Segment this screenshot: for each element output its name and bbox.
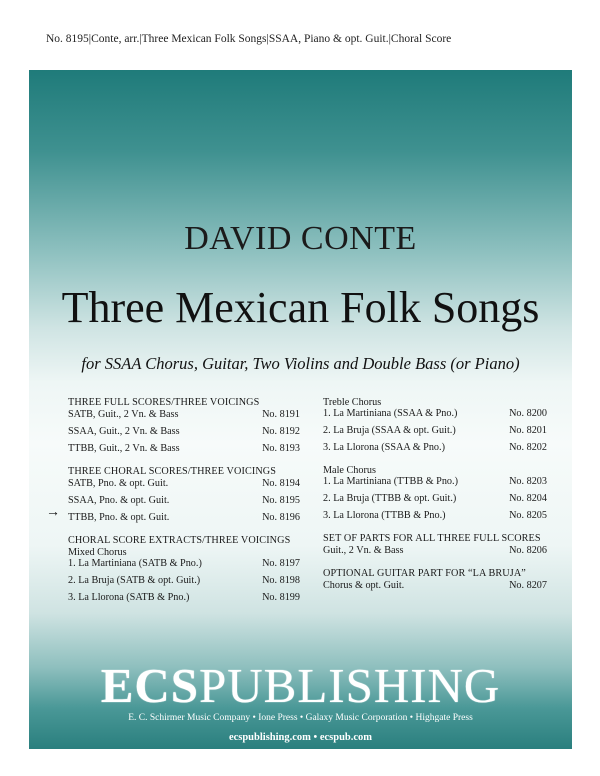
item-label: 2. La Bruja (SATB & opt. Guit.) [68,575,201,586]
item-label: SSAA, Guit., 2 Vn. & Bass [68,426,180,437]
item-label: SSAA, Pno. & opt. Guit. [68,495,170,506]
editions-list-right [323,397,547,591]
composer-name: DAVID CONTE [184,220,417,257]
item-label: TTBB, Guit., 2 Vn. & Bass [68,443,180,454]
list-item [68,426,300,437]
item-label: 3. La Llorona (TTBB & Pno.) [323,510,446,521]
list-item [68,443,300,454]
list-item [323,425,547,436]
subheading-male-chorus: Male Chorus [323,465,376,476]
item-number: No. 8206 [509,545,547,556]
item-number: No. 8198 [262,575,300,586]
item-number: No. 8193 [262,443,300,454]
item-number: No. 8199 [262,592,300,603]
subheading-mixed-chorus: Mixed Chorus [68,547,127,558]
list-item [323,408,547,419]
item-number: No. 8192 [262,426,300,437]
section-heading-extracts: CHORAL SCORE EXTRACTS/THREE VOICINGS [68,535,291,546]
section-heading-full-scores: THREE FULL SCORES/THREE VOICINGS [68,397,260,408]
list-item [68,558,300,569]
item-number: No. 8196 [262,512,300,523]
item-label: 1. La Martiniana (SSAA & Pno.) [323,408,458,419]
section-heading-choral-scores: THREE CHORAL SCORES/THREE VOICINGS [68,466,277,477]
publisher-websites: ecspublishing.com • ecspub.com [228,732,373,743]
item-label: SATB, Pno. & opt. Guit. [68,478,169,489]
item-number: No. 8203 [509,476,547,487]
item-label: 2. La Bruja (SSAA & opt. Guit.) [323,425,456,436]
list-item [323,580,547,591]
item-label: TTBB, Pno. & opt. Guit. [68,512,170,523]
item-number: No. 8194 [262,478,300,489]
item-label: 3. La Llorona (SSAA & Pno.) [323,442,445,453]
cover-panel [29,70,572,749]
list-item [68,409,300,420]
section-heading-guitar-part: OPTIONAL GUITAR PART FOR “LA BRUJA” [323,568,526,579]
item-number: No. 8197 [262,558,300,569]
item-number: No. 8204 [509,493,547,504]
item-label: 3. La Llorona (SATB & Pno.) [68,592,190,603]
section-heading-parts: SET OF PARTS FOR ALL THREE FULL SCORES [323,533,541,544]
list-item [68,575,300,586]
item-number: No. 8195 [262,495,300,506]
item-label: 2. La Bruja (TTBB & opt. Guit.) [323,493,457,504]
item-label: SATB, Guit., 2 Vn. & Bass [68,409,179,420]
item-number: No. 8202 [509,442,547,453]
subheading-treble-chorus: Treble Chorus [323,397,382,408]
logo-publishing: PUBLISHING [199,658,501,713]
list-item [68,512,300,523]
list-item [323,442,547,453]
catalog-header: No. 8195|Conte, arr.|Three Mexican Folk Songs|SSAA, Piano & opt. Guit.|Choral Score [46,33,452,45]
item-number: No. 8200 [509,408,547,419]
publisher-imprints: E. C. Schirmer Music Company • Ione Press • Galaxy Music Corporation • Highgate Press [128,713,473,723]
list-item [323,510,547,521]
list-item [68,495,300,506]
list-item [68,592,300,603]
item-label: 1. La Martiniana (TTBB & Pno.) [323,476,458,487]
editions-list-left [68,397,300,603]
list-item [323,493,547,504]
item-label: Guit., 2 Vn. & Bass [323,545,404,556]
publisher-logo [29,657,572,714]
item-label: 1. La Martiniana (SATB & Pno.) [68,558,202,569]
item-number: No. 8205 [509,510,547,521]
list-item [323,476,547,487]
item-number: No. 8191 [262,409,300,420]
current-edition-arrow-icon: → [46,505,60,520]
work-title: Three Mexican Folk Songs [61,283,540,332]
logo-ecs: ECS [100,658,200,713]
item-label: Chorus & opt. Guit. [323,580,405,591]
list-item [68,478,300,489]
item-number: No. 8207 [509,580,547,591]
instrumentation-subtitle: for SSAA Chorus, Guitar, Two Violins and Double Bass (or Piano) [81,354,520,373]
list-item [323,545,547,556]
item-number: No. 8201 [509,425,547,436]
